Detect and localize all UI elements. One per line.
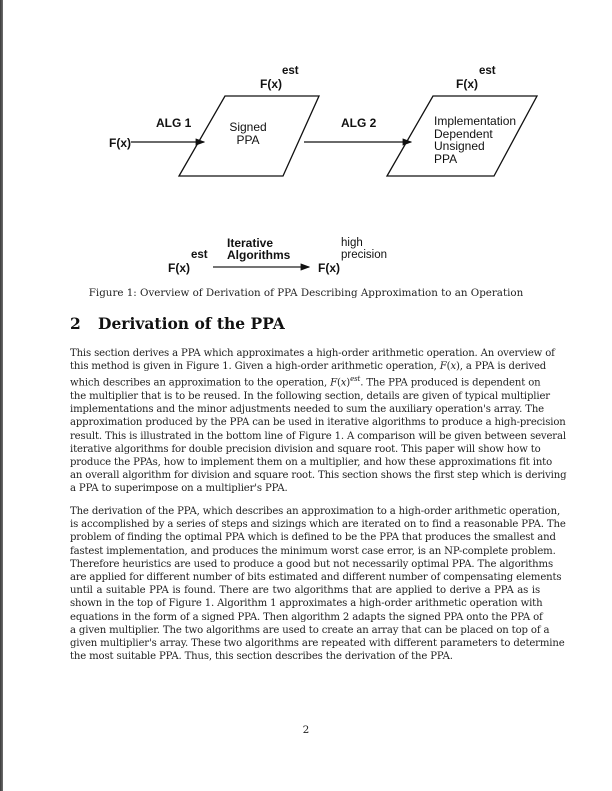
paragraph-1	[70, 347, 567, 496]
text-line: a PPA to superimpose on a multiplier's PPA.	[70, 483, 288, 495]
text-line: equations in the form of a signed PPA. Then algorithm 2 adapts the signed PPA onto the PPA of	[70, 611, 543, 623]
figure-diagram-lines	[0, 0, 612, 285]
bottom-input-fx: F(x)	[168, 261, 190, 275]
text-line: given multiplier's array. These two algorithms are repeated with different parameters to determine	[70, 638, 565, 650]
box1-text	[225, 121, 271, 146]
text-line: an overall algorithm for division and square root. This section shows the first step which is deriving	[70, 470, 567, 482]
box2-text	[434, 115, 516, 165]
page-number: 2	[302, 724, 310, 736]
paragraph-2	[70, 505, 566, 663]
bottom-output-sup-line2: precision	[341, 249, 388, 261]
box1-output-fx: F(x)	[260, 77, 282, 91]
box2-output-fx: F(x)	[456, 77, 478, 91]
text-line: the multiplier that is to be reused. In the following section, details are given of typical multiplier	[70, 390, 550, 402]
box2-output-sup: est	[479, 65, 496, 77]
text-line: result. This is illustrated in the bottom line of Figure 1. A comparison will be given between several	[70, 430, 566, 442]
text-line: until a suitable PPA is found. There are two algorithms that are applied to derive a PPA as is	[70, 585, 540, 597]
iterative-label-line1: Iterative	[227, 236, 274, 250]
text-line: iterative algorithms for double precision division and square root. This paper will show how to	[70, 443, 541, 455]
text-line: this method is given in Figure 1. Given a high-order arithmetic operation, F(x), a PPA is derived	[70, 361, 547, 373]
input-fx-label: F(x)	[109, 136, 131, 150]
text-line: implementations and the minor adjustments needed to sum the auxiliary operation's array. The	[70, 404, 545, 416]
box2-line: Dependent	[434, 126, 493, 141]
bottom-output-fx: F(x)	[318, 261, 340, 275]
section-title: Derivation of the PPA	[98, 314, 285, 333]
text-line: is accomplished by a series of steps and sizings which are iterated on to find a reasonable PPA. The	[70, 519, 566, 531]
figure-caption: Figure 1: Overview of Derivation of PPA Describing Approximation to an Operation	[88, 287, 524, 299]
box2-line: Unsigned	[434, 139, 485, 153]
text-line: shown in the top of Figure 1. Algorithm 1 approximates a high-order arithmetic operation with	[70, 598, 543, 610]
box1-line: PPA	[236, 132, 260, 147]
box1-output-sup: est	[282, 65, 299, 77]
section-heading	[70, 314, 285, 333]
iterative-label-line2: Algorithms	[227, 248, 291, 262]
text-line: approximation produced by the PPA can be used in iterative algorithms to produce a high-precision	[70, 417, 566, 429]
alg1-label: ALG 1	[156, 116, 192, 130]
text-line: the most suitable PPA. Thus, this section describes the derivation of the PPA.	[70, 651, 453, 663]
text-line: Therefore heuristics are used to produce a good but not necessarily optimal PPA. The algorithms	[70, 558, 553, 570]
box1-line: Signed	[229, 120, 267, 134]
text-line: problem of finding the optimal PPA which is defined to be the PPA that produces the smallest and	[70, 532, 556, 544]
box2-line: Implementation	[434, 114, 517, 128]
text-line: which describes an approximation to the operation, $F(x)^{est}$. The PPA produced is dependent on	[70, 375, 541, 389]
box2-line: PPA	[434, 151, 458, 166]
text-line: This section derives a PPA which approximates a high-order arithmetic operation. An overview of	[70, 348, 555, 359]
section-number: 2	[70, 314, 81, 333]
figure-1	[0, 0, 612, 285]
text-line: are applied for different number of bits estimated and different number of compensating elements	[70, 572, 562, 584]
text-line: a given multiplier. The two algorithms are used to create an array that can be placed on top of a	[70, 624, 550, 636]
text-line: produce the PPAs, how to implement them on a multiplier, and how these approximations fit into	[70, 456, 553, 468]
bottom-output-sup-line1: high	[341, 237, 363, 249]
alg2-label: ALG 2	[341, 116, 377, 130]
text-line: The derivation of the PPA, which describes an approximation to a high-order arithmetic operation,	[70, 506, 561, 517]
text-line: fastest implementation, and produces the minimum worst case error, is an NP-complete problem.	[70, 545, 556, 557]
bottom-input-sup: est	[191, 249, 208, 261]
